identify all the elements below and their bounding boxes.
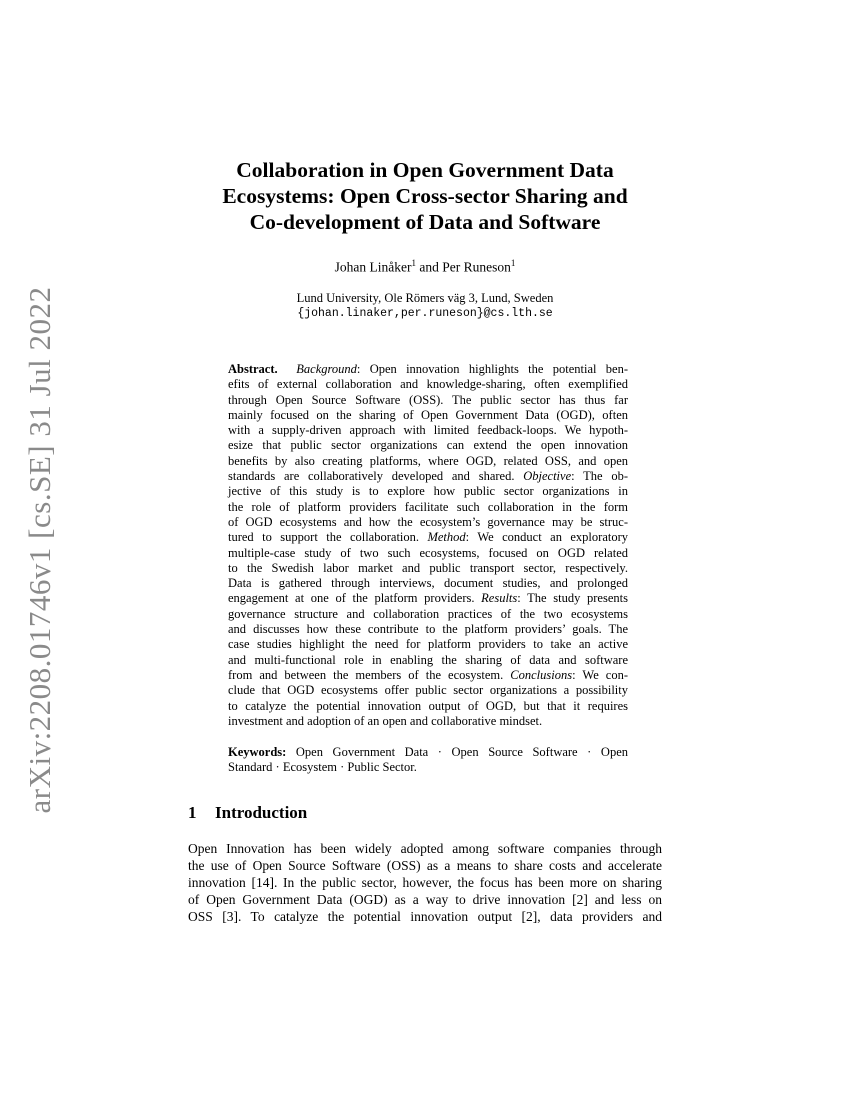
body-line: innovation [14]. In the public sector, however, the focus has been more on sharing	[188, 875, 662, 890]
abstract-text: standards are collaboratively developed and shared.	[228, 469, 524, 484]
abstract-text: : We con-	[572, 667, 628, 682]
introduction-paragraph	[188, 840, 662, 925]
author-email: {johan.linaker,per.runeson}@cs.lth.se	[297, 307, 553, 320]
abstract-text: : The ob-	[571, 469, 629, 484]
arxiv-identifier: arXiv:2208.01746v1 [cs.SE] 31 Jul 2022	[22, 286, 57, 814]
abstract-text: and discusses how these contribute to the platform providers’ goals. The	[228, 622, 628, 637]
abstract-text: esize that public sector organizations can extend the open innovation	[228, 438, 628, 453]
abstract-text: engagement at one of the platform providers.	[228, 591, 482, 606]
author-list	[175, 258, 675, 276]
abstract-heading: Conclusions	[510, 667, 573, 682]
paper-title	[175, 157, 675, 235]
abstract-text: to the Swedish labor market and public transport sector, respectively.	[228, 560, 628, 575]
title-line: Collaboration in Open Government Data	[236, 158, 614, 182]
abstract-text: benefits by also creating platforms, where OGD, related OSS, and open	[228, 453, 628, 468]
body-line: of Open Government Data (OGD) as a way to drive innovation [2] and less on	[188, 892, 662, 907]
abstract-text: investment and adoption of an open and collaborative mindset.	[228, 713, 543, 728]
abstract-text: the role of platform providers facilitate such collaboration in the form	[228, 499, 628, 514]
abstract-heading: Background	[296, 362, 357, 376]
keywords	[228, 745, 628, 776]
abstract-text: tured to support the collaboration.	[228, 530, 428, 545]
abstract-text: from and between the members of the ecosystem.	[228, 667, 511, 682]
affiliation: Lund University, Ole Römers väg 3, Lund, Sweden	[296, 291, 554, 305]
keywords-text: Standard · Ecosystem · Public Sector.	[228, 760, 417, 775]
abstract-text: clude that OGD ecosystems offer public sector organizations a possibility	[228, 683, 628, 698]
abstract-text: with a supply-driven approach with limited feedback-loops. We hypoth-	[228, 423, 628, 438]
abstract	[228, 362, 628, 729]
title-line: Ecosystems: Open Cross-sector Sharing and	[222, 184, 628, 208]
abstract-heading: Method	[427, 530, 466, 545]
abstract-text: jective of this study is to explore how public sector organizations in	[228, 484, 628, 499]
body-line: the use of Open Source Software (OSS) as a means to share costs and accelerate	[188, 858, 662, 873]
abstract-text: case studies highlight the need for platform providers to take an active	[228, 637, 628, 652]
section-heading	[188, 803, 307, 823]
title-line: Co-development of Data and Software	[249, 210, 601, 234]
abstract-heading: Objective	[523, 469, 572, 484]
abstract-text: Data is gathered through interviews, document studies, and prolonged	[228, 576, 628, 591]
abstract-heading: Results	[481, 591, 518, 606]
abstract-text: : Open innovation highlights the potential ben-	[356, 362, 628, 376]
abstract-text: and multi-functional role in enabling the sharing of data and software	[228, 652, 628, 667]
abstract-text: efits of external collaboration and knowledge-sharing, often exemplified	[228, 377, 628, 392]
section-number: 1	[188, 803, 197, 822]
keywords-text: Open Government Data · Open Source Software · Open	[286, 745, 628, 759]
body-line: OSS [3]. To catalyze the potential innovation output [2], data providers and	[188, 909, 662, 924]
body-line: Open Innovation has been widely adopted among software companies through	[188, 841, 662, 856]
keywords-label: Keywords:	[228, 745, 287, 759]
abstract-text: to catalyze the potential innovation output of OGD, but that it requires	[228, 698, 628, 713]
author-name: Per Runeson	[442, 259, 511, 275]
abstract-text: : The study presents	[517, 591, 628, 606]
abstract-text: multiple-case study of two such ecosystems, focused on OGD related	[228, 545, 628, 560]
abstract-text: of OGD ecosystems and how the ecosystem’s governance may be struc-	[228, 514, 628, 529]
abstract-label: Abstract.	[228, 362, 278, 376]
abstract-text: governance structure and collaboration practices of the two ecosystems	[228, 606, 628, 621]
abstract-text: : We conduct an exploratory	[465, 530, 628, 545]
author-name: Johan Linåker	[334, 259, 412, 275]
abstract-text: mainly focused on the sharing of Open Government Data (OGD), often	[228, 407, 628, 422]
author-separator: and	[415, 259, 443, 275]
affiliation-block	[175, 290, 675, 322]
abstract-text: through Open Source Software (OSS). The public sector has thus far	[228, 392, 628, 407]
author-affiliation-mark: 1	[510, 258, 516, 268]
section-title: Introduction	[215, 803, 308, 822]
author-affiliation-mark: 1	[411, 258, 416, 268]
